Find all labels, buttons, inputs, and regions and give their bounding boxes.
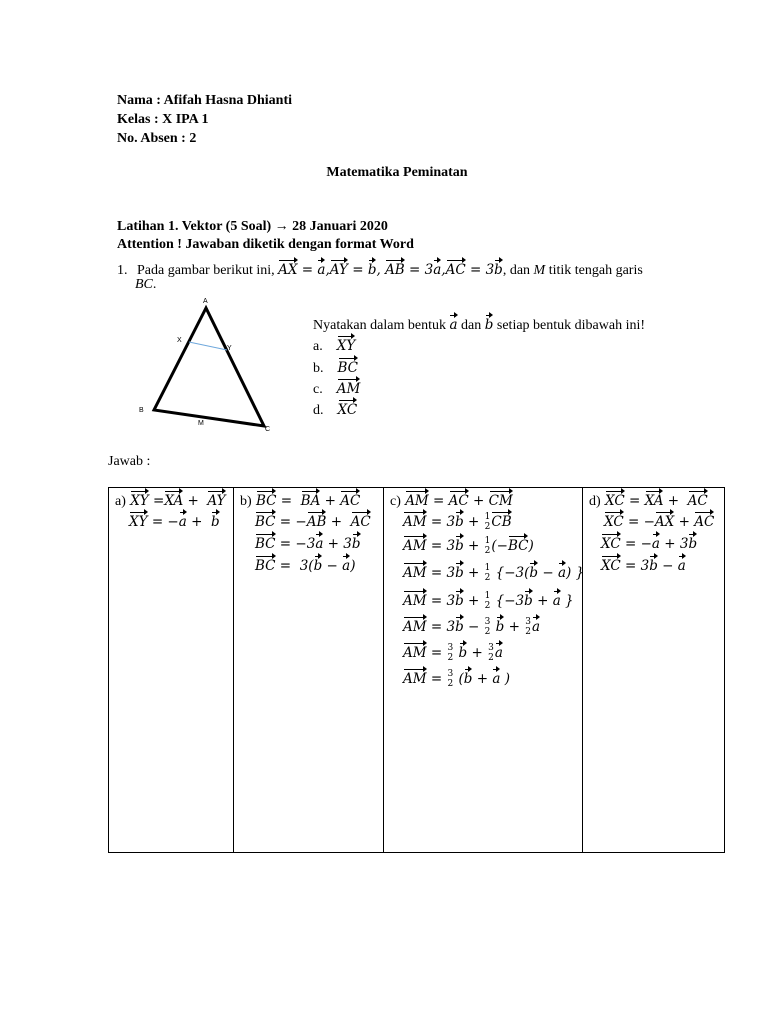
answer-cell-b: b) BC = BA + AC BC = −AB + AC BC = −3a + 3b BC = 3(b − a) bbox=[234, 488, 384, 853]
answer-heading: Jawab : bbox=[108, 454, 151, 469]
label-y: Y bbox=[227, 345, 232, 352]
question-point-m: M bbox=[533, 263, 546, 278]
sub-item-c: c. AM bbox=[313, 377, 360, 398]
label-m: M bbox=[198, 420, 204, 427]
question-text-start: Pada gambar berikut ini, bbox=[137, 263, 275, 278]
label-c: C bbox=[265, 426, 271, 433]
answer-cell-a: a) XY =XA + AY XY = −a + b bbox=[109, 488, 234, 853]
label-x: X bbox=[177, 337, 182, 344]
label-b: B bbox=[139, 407, 144, 414]
subject-title: Matematika Peminatan bbox=[326, 165, 468, 180]
question-1-line-1 bbox=[117, 258, 643, 279]
question-segment: BC bbox=[135, 277, 153, 292]
question-text-mid: , dan bbox=[502, 263, 531, 278]
question-given-vectors: AX = a,AY = b, AB = 3a,AC = 3b bbox=[278, 262, 503, 278]
student-name: Nama : Afifah Hasna Dhianti bbox=[117, 93, 293, 108]
assignment-attention: Attention ! Jawaban diketik dengan format Word bbox=[117, 237, 414, 252]
student-class: Kelas : X IPA 1 bbox=[117, 112, 209, 127]
instruction: Nyatakan dalam bentuk a dan b setiap bentuk dibawah ini! bbox=[313, 313, 645, 334]
student-absen: No. Absen : 2 bbox=[117, 131, 197, 146]
sub-item-d: d. XC bbox=[313, 398, 357, 419]
assignment-title: Latihan 1. Vektor (5 Soal) → 28 Januari 2020 bbox=[117, 219, 388, 234]
sub-item-a: a. XY bbox=[313, 334, 355, 355]
question-text-end: titik tengah garis bbox=[548, 263, 643, 278]
label-a: A bbox=[203, 298, 208, 305]
triangle-figure bbox=[130, 292, 280, 434]
question-number: 1. bbox=[117, 263, 128, 278]
sub-item-b: b. BC bbox=[313, 356, 358, 377]
answer-cell-c: c) AM = AC + CM AM = 3b + 1 2 CB AM = 3b + 1 2 (−BC) AM = 3b + 1 2 {−3(b − a) } AM = 3b + 1 2 {−3b + a } AM = 3b − 3 2 b + 3 2 a AM = 3 2 b + 3 2 a AM = 3 2 (b + a ) bbox=[384, 488, 583, 853]
question-1-line-2: BC. bbox=[135, 277, 157, 292]
triangle-abc bbox=[154, 308, 264, 426]
answer-cell-d: d) XC = XA + AC XC = −AX + AC XC = −a + 3b XC = 3b − a bbox=[583, 488, 725, 853]
segment-xy bbox=[189, 342, 227, 350]
answer-table bbox=[108, 487, 725, 853]
